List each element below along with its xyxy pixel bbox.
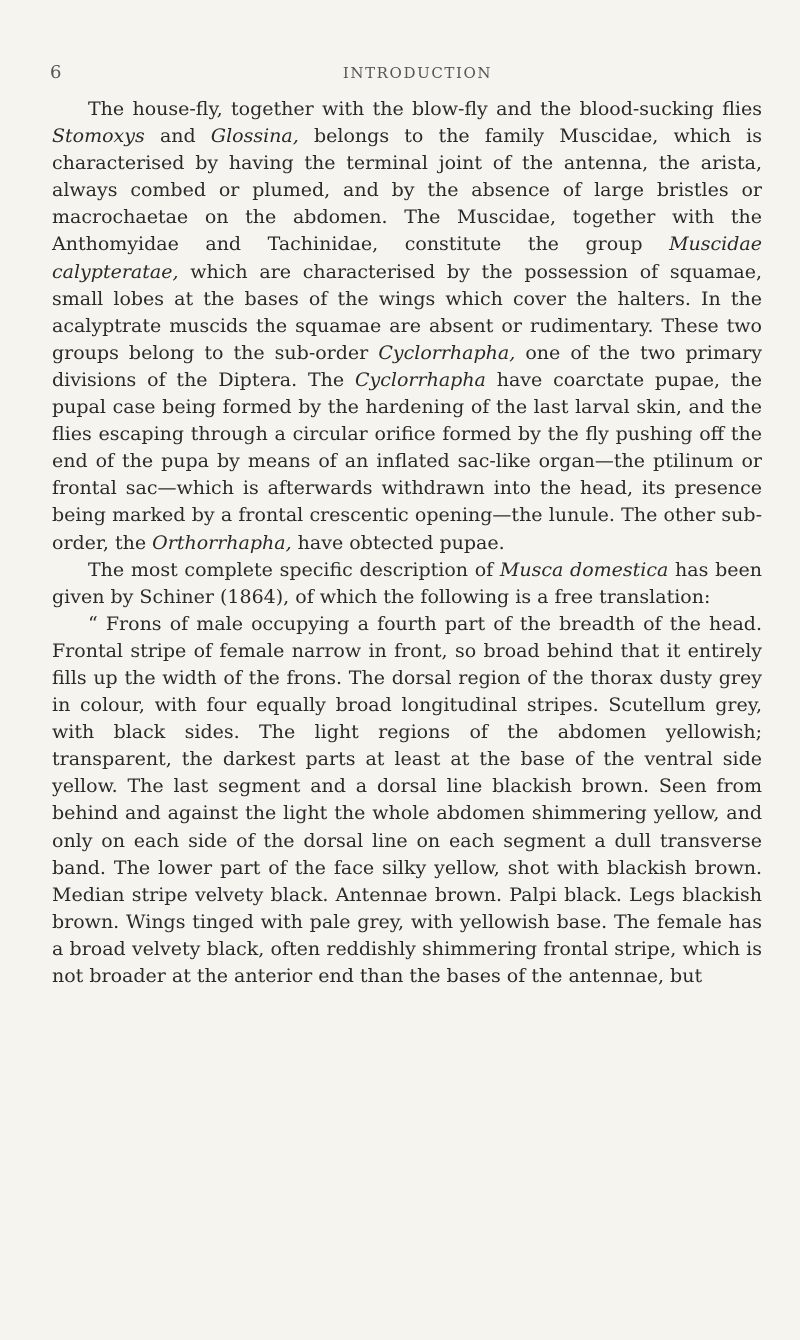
text-run: has been given by Schiner (1864), of which the following is a free translation:: [52, 558, 762, 608]
text-run: one of the two primary divisions of the Diptera. The: [52, 341, 762, 391]
italic-term-stomoxys: Stomoxys: [52, 125, 145, 148]
italic-term-musca-domestica: Musca domestica: [499, 558, 669, 581]
paragraph-schiner: [52, 557, 762, 611]
running-head-title: INTRODUCTION: [342, 64, 493, 82]
italic-term-glossina: Glossina,: [210, 125, 299, 148]
text-run: which are characterised by the possession of squamae, small lobes at the bases of the wings which cover the halters. In the acalyptrate muscids the squamae are absent or rudimentary. These two groups belong to the sub-order: [52, 260, 762, 364]
text-run: “ Frons of male occupying a fourth part of the breadth of the head. Frontal stripe of female narrow in front, so broad behind that it entirely fills up the width of the frons. The dorsal region of the thorax dusty grey in colour, with four equally broad longitudinal stripes. Scutellum grey, with black sides. The light regions of the abdomen yellowish; transparent, the darkest parts at least at the base of the ventral side yellow. The last segment and a dorsal line blackish brown. Seen from behind and against the light the whole abdomen shimmering yellow, and only on each side of the dorsal line on each segment a dull transverse band. The lower part of the face silky yellow, shot with blackish brown. Median stripe velvety black. Antennae brown. Palpi black. Legs blackish brown. Wings tinged with pale grey, with yellowish base. The female has a broad velvety black, often reddishly shimmering frontal stripe, which is not broader at the anterior end than the bases of the antennae, but: [52, 612, 762, 987]
paragraph-quoted-description: [52, 611, 762, 990]
text-run: and: [144, 125, 211, 148]
paragraph-intro: [52, 96, 762, 557]
italic-term-orthorrhapha: Orthorrhapha,: [152, 531, 292, 554]
text-run: The most complete specific description of: [88, 558, 500, 581]
text-run: belongs to the family Muscidae, which is characterised by having the terminal joint of the antenna, the arista, always combed or plumed, and by the absence of large bristles or macrochaetae on the abdomen. The Muscidae, together with the Anthomyidae and Tachinidae, constitute the group: [52, 125, 762, 256]
italic-term-cyclorrhapha: Cyclorrhapha,: [378, 341, 516, 364]
italic-term-cyclorrhapha: Cyclorrhapha: [355, 368, 486, 391]
body-text: [52, 96, 762, 990]
italic-term-muscidae-calypteratae: Muscidae calypteratae,: [52, 233, 762, 283]
text-run: The house-fly, together with the blow-fly and the blood-sucking flies: [88, 98, 762, 120]
text-run: have coarctate pupae, the pupal case being formed by the hardening of the last larval skin, and the flies escaping through a circular orifice formed by the fly pushing off the end of the pupa by means of an inflated sac-like organ—the ptilinum or frontal sac—which is afterwards withdrawn into the head, its presence being marked by a frontal crescentic opening—the lunule. The other sub-order, the: [52, 368, 763, 554]
page-number: 6: [50, 62, 62, 83]
running-head: [50, 62, 785, 92]
text-run: have obtected pupae.: [291, 531, 505, 554]
